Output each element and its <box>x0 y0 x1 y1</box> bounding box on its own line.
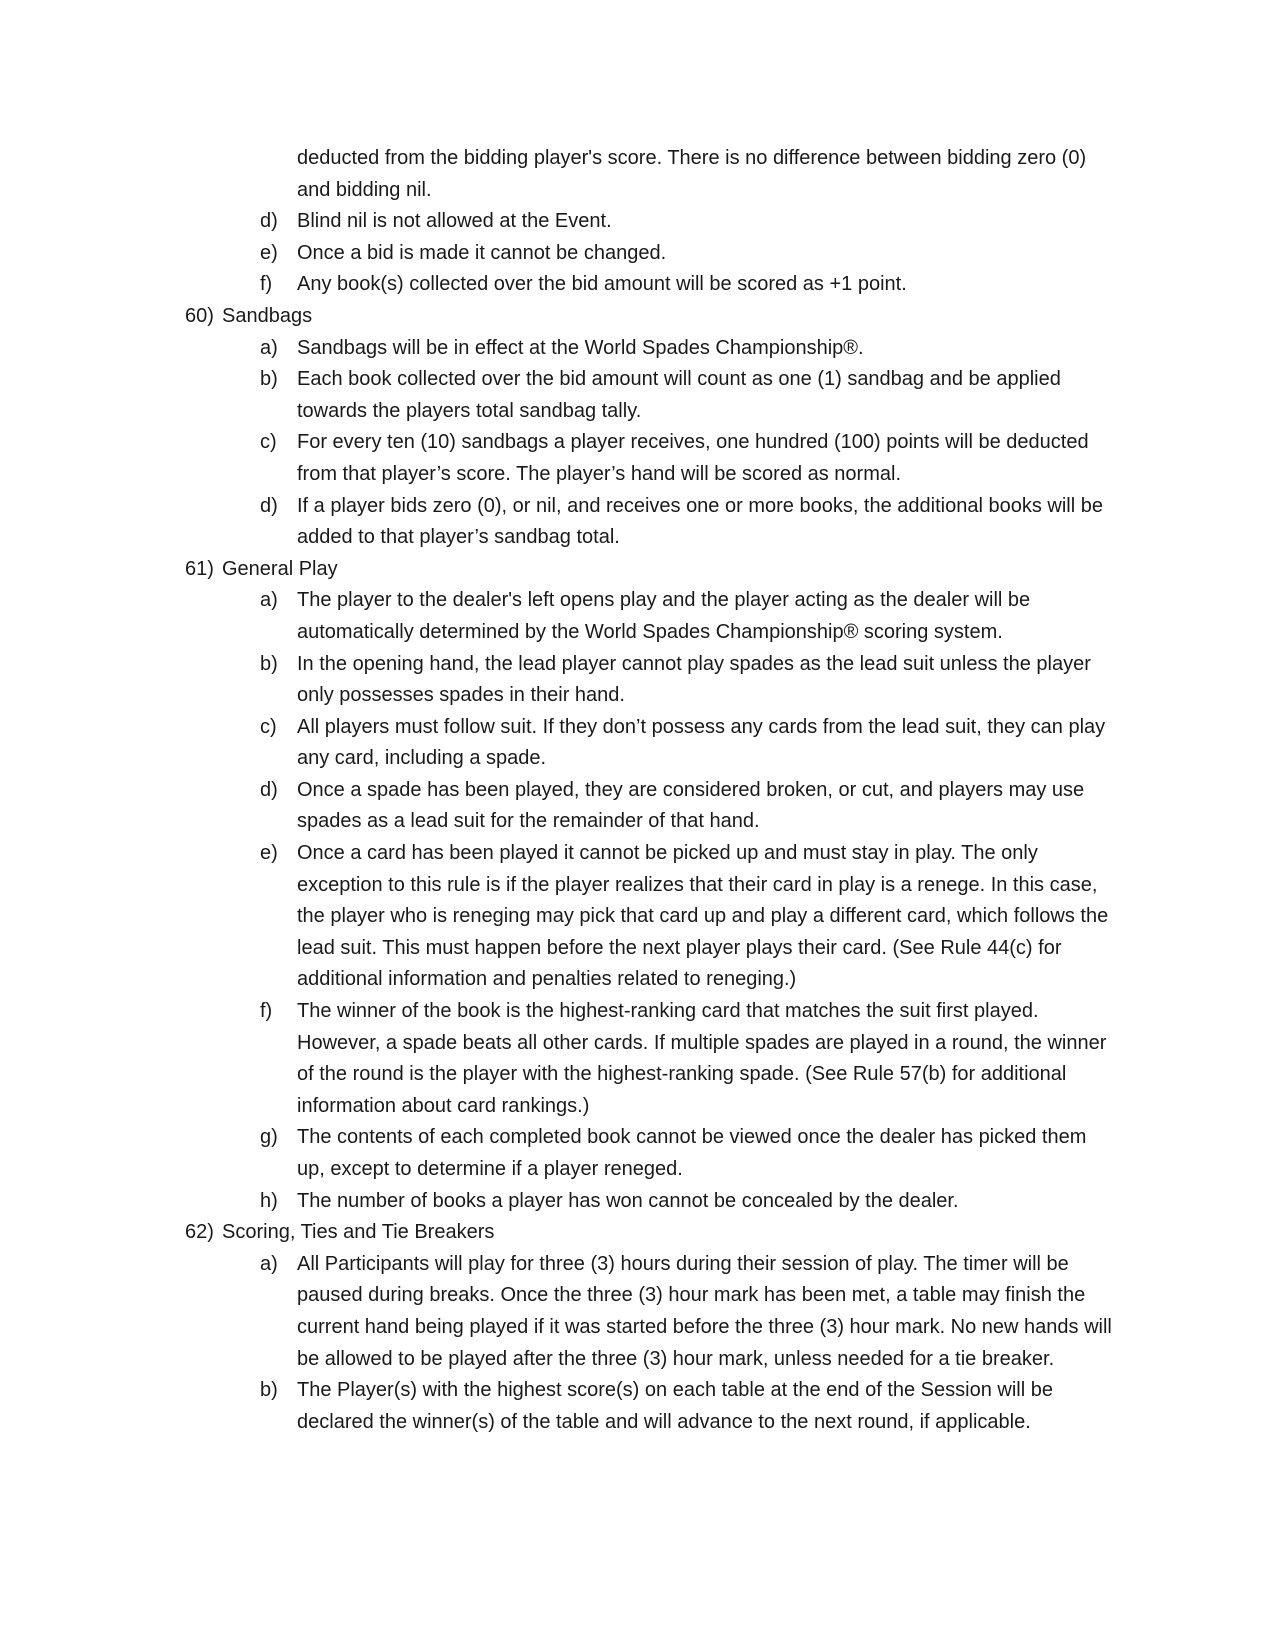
item-text: Sandbags will be in effect at the World Spades Championship®. <box>297 336 864 359</box>
item-label: d) <box>260 210 278 233</box>
item-text: The contents of each completed book cannot be viewed once the dealer has picked them up, except to determine if a player reneged. <box>297 1126 1087 1180</box>
item-label: a) <box>260 336 278 359</box>
list-item <box>185 775 1115 838</box>
item-text: Blind nil is not allowed at the Event. <box>297 210 612 233</box>
item-label: d) <box>260 494 278 517</box>
item-text: The player to the dealer's left opens play and the player acting as the dealer will be automatically determined by the World Spades Championship® scoring system. <box>297 589 1031 643</box>
item-label: c) <box>260 715 277 738</box>
item-text: If a player bids zero (0), or nil, and receives one or more books, the additional books will be added to that player’s sandbag total. <box>297 494 1103 549</box>
list-item <box>185 364 1115 427</box>
item-text: All Participants will play for three (3) hours during their session of play. The timer will be paused during breaks. Once the three (3) hour mark has been met, a table may finish the current hand being played if it was started before the three (3) hour mark. No new hands will be allowed to be played after the three (3) hour mark, unless needed for a tie breaker. <box>297 1252 1112 1370</box>
list-item <box>185 649 1115 712</box>
item-label: f) <box>260 1000 273 1023</box>
item-text: Each book collected over the bid amount will count as one (1) sandbag and be applied towards the players total sandbag tally. <box>297 368 1061 422</box>
item-label: h) <box>260 1189 278 1212</box>
list-item <box>185 1375 1115 1438</box>
section-number: 62) <box>185 1221 214 1244</box>
list-item <box>185 238 1115 270</box>
list-item <box>185 1122 1115 1185</box>
continuation-paragraph: deducted from the bidding player's score. There is no difference between bidding zero (0) and bidding nil. <box>297 147 1087 201</box>
section-title: Scoring, Ties and Tie Breakers <box>222 1221 495 1244</box>
item-label: b) <box>260 1379 278 1402</box>
item-text: Once a bid is made it cannot be changed. <box>297 241 667 264</box>
item-label: c) <box>260 431 277 454</box>
item-text: For every ten (10) sandbags a player receives, one hundred (100) points will be deducted from that player’s score. The player’s hand will be scored as normal. <box>297 431 1089 485</box>
item-text: Once a card has been played it cannot be picked up and must stay in play. The only exception to this rule is if the player realizes that their card in play is a renege. In this case, the player who is reneging may pick that card up and play a different card, which follows the lead suit. This must happen before the next player plays their card. (See Rule 44(c) for additional information and penalties related to reneging.) <box>297 842 1109 991</box>
item-text: Any book(s) collected over the bid amount will be scored as +1 point. <box>297 273 907 296</box>
item-text: Once a spade has been played, they are considered broken, or cut, and players may use spades as a lead suit for the remainder of that hand. <box>297 778 1085 833</box>
item-label: b) <box>260 652 278 675</box>
list-item <box>185 1186 1115 1218</box>
item-label: a) <box>260 589 278 612</box>
item-label: d) <box>260 778 278 801</box>
list-item <box>185 712 1115 775</box>
list-item <box>185 333 1115 365</box>
item-text: The Player(s) with the highest score(s) on each table at the end of the Session will be declared the winner(s) of the table and will advance to the next round, if applicable. <box>297 1379 1053 1433</box>
item-label: g) <box>260 1126 278 1149</box>
item-label: a) <box>260 1252 278 1275</box>
item-text: All players must follow suit. If they don’t possess any cards from the lead suit, they can play any card, including a spade. <box>297 715 1106 770</box>
list-item <box>185 269 1115 301</box>
list-item <box>185 996 1115 1122</box>
item-text: In the opening hand, the lead player cannot play spades as the lead suit unless the player only possesses spades in their hand. <box>297 652 1091 707</box>
item-label: f) <box>260 273 273 296</box>
section-number: 61) <box>185 557 214 580</box>
section-heading-sandbags <box>185 301 1115 333</box>
section-heading-scoring <box>185 1217 1115 1249</box>
list-item <box>185 427 1115 490</box>
item-label: e) <box>260 241 278 264</box>
item-text: The number of books a player has won cannot be concealed by the dealer. <box>297 1189 959 1212</box>
list-item <box>185 585 1115 648</box>
section-title: Sandbags <box>222 304 313 327</box>
item-label: b) <box>260 368 278 391</box>
section-title: General Play <box>222 557 338 580</box>
section-heading-general-play <box>185 554 1115 586</box>
item-text: The winner of the book is the highest-ranking card that matches the suit first played. However, a spade beats all other cards. If multiple spades are played in a round, the winner of the round is the player with the highest-ranking spade. (See Rule 57(b) for additional information about card rankings.) <box>297 1000 1107 1117</box>
list-item <box>185 491 1115 554</box>
list-item <box>185 206 1115 238</box>
item-label: e) <box>260 842 278 865</box>
section-number: 60) <box>185 304 214 327</box>
list-item <box>185 1249 1115 1375</box>
list-item <box>185 838 1115 996</box>
document-body <box>185 143 1115 1438</box>
